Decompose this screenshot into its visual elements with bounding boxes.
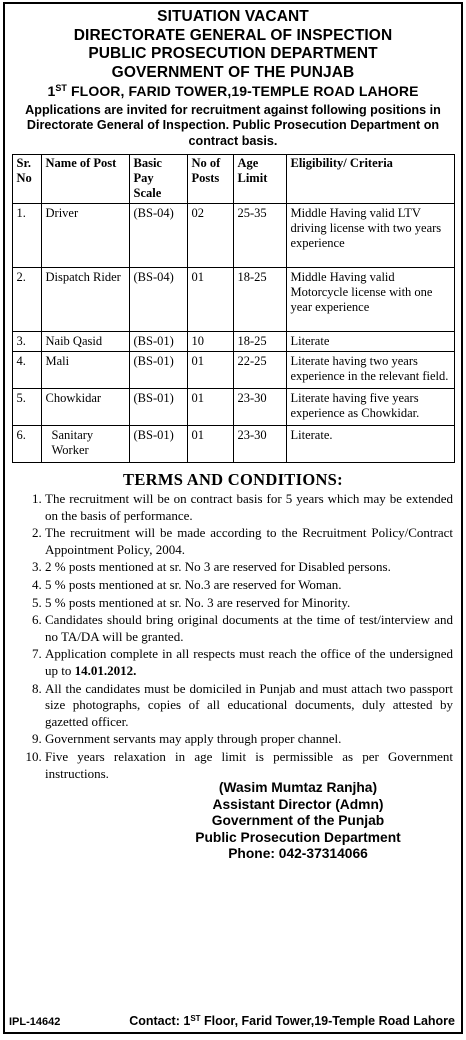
cell-sr: 2.: [12, 268, 41, 332]
contact-line: [9, 1014, 455, 1028]
table-header-row: [12, 155, 454, 204]
address-rest: FLOOR, FARID TOWER,19-TEMPLE ROAD LAHORE: [67, 83, 419, 99]
cell-posts: 01: [187, 352, 233, 389]
table-row: [12, 352, 454, 389]
col-header-sr: Sr. No: [12, 155, 41, 204]
cell-age: 18-25: [233, 268, 286, 332]
cell-post: Dispatch Rider: [41, 268, 129, 332]
cell-bps: (BS-04): [129, 268, 187, 332]
cell-criteria: Middle Having valid Motorcycle license with one year experience: [286, 268, 454, 332]
positions-table: [12, 154, 455, 463]
signatory-title: Assistant Director (Admn): [212, 796, 384, 812]
header-government: GOVERNMENT OF THE PUNJAB: [111, 63, 355, 81]
table-row: [12, 389, 454, 426]
cell-age: 23-30: [233, 389, 286, 426]
header-department: PUBLIC PROSECUTION DEPARTMENT: [88, 45, 378, 62]
cell-sr: 1.: [12, 204, 41, 268]
cell-sr: 6.: [12, 426, 41, 463]
col-header-posts: No of Posts: [187, 155, 233, 204]
term-item: 9. Government servants may apply through proper channel.: [45, 731, 453, 748]
header: [11, 8, 455, 101]
cell-posts: 02: [187, 204, 233, 268]
cell-posts: 01: [187, 389, 233, 426]
table-row: [12, 204, 454, 268]
cell-bps: (BS-04): [129, 204, 187, 268]
intro-text: Applications are invited for recruitment against following positions in Directorate General of Inspection. Public Prosecution Department on contract basis.: [25, 102, 441, 148]
footer: [9, 1014, 455, 1028]
cell-age: 23-30: [233, 426, 286, 463]
contact-rest: Floor, Farid Tower,19-Temple Road Lahore: [200, 1014, 455, 1028]
cell-criteria: Literate.: [286, 426, 454, 463]
cell-bps: (BS-01): [129, 352, 187, 389]
header-situation-vacant: SITUATION VACANT: [157, 8, 309, 25]
cell-criteria: Literate having two years experience in the relevant field.: [286, 352, 454, 389]
contact-prefix: Contact: 1: [129, 1014, 191, 1028]
cell-age: 25-35: [233, 204, 286, 268]
cell-post: Driver: [41, 204, 129, 268]
deadline-date: 14.01.2012.: [74, 662, 137, 678]
cell-bps: (BS-01): [129, 426, 187, 463]
contact-superscript: ST: [190, 1014, 201, 1023]
signatory-government: Government of the Punjab: [211, 813, 385, 829]
term-item: 4. 5 % posts mentioned at sr. No.3 are reserved for Woman.: [45, 577, 453, 594]
address-superscript: ST: [55, 83, 68, 93]
cell-posts: 01: [187, 268, 233, 332]
cell-age: 18-25: [233, 332, 286, 352]
table-row: [12, 426, 454, 463]
col-header-age: Age Limit: [233, 155, 286, 204]
cell-age: 22-25: [233, 352, 286, 389]
term-item: 1. The recruitment will be on contract basis for 5 years which may be extended on the basis of performance.: [45, 491, 453, 524]
header-address: [11, 82, 455, 101]
signatory-department: Public Prosecution Department: [195, 829, 401, 845]
cell-criteria: Literate: [286, 332, 454, 352]
term-text: Application complete in all respects must reach the office of the undersigned up to: [45, 646, 453, 678]
advertisement-page: [3, 2, 463, 1034]
signatory-phone: Phone: 042-37314066: [228, 846, 368, 862]
table-row: [12, 332, 454, 352]
cell-bps: (BS-01): [129, 332, 187, 352]
col-header-post: Name of Post: [41, 155, 129, 204]
signature-block: [141, 780, 455, 863]
terms-title: TERMS AND CONDITIONS:: [123, 470, 343, 489]
term-item: 6. Candidates should bring original documents at the time of test/interview and no TA/DA will be granted.: [45, 612, 453, 645]
signatory-name: (Wasim Mumtaz Ranjha): [218, 780, 378, 796]
term-item: 2. The recruitment will be made according to the Recruitment Policy/Contract Appointment Policy, 2004.: [45, 525, 453, 558]
header-directorate: DIRECTORATE GENERAL OF INSPECTION: [73, 26, 393, 44]
reference-number: IPL-14642: [9, 1016, 61, 1028]
cell-posts: 10: [187, 332, 233, 352]
cell-criteria: Middle Having valid LTV driving license with two years experience: [286, 204, 454, 268]
terms-list: [11, 491, 455, 782]
col-header-criteria: Eligibility/ Criteria: [286, 155, 454, 204]
term-item: 10. Five years relaxation in age limit is permissible as per Government instructions.: [45, 749, 453, 782]
term-item: [45, 646, 453, 679]
cell-post: Sanitary Worker: [41, 426, 129, 463]
cell-bps: (BS-01): [129, 389, 187, 426]
cell-post: Chowkidar: [41, 389, 129, 426]
address-prefix: 1: [47, 83, 56, 99]
cell-criteria: Literate having five years experience as Chowkidar.: [286, 389, 454, 426]
cell-posts: 01: [187, 426, 233, 463]
cell-post: Naib Qasid: [41, 332, 129, 352]
cell-sr: 4.: [12, 352, 41, 389]
col-header-bps: Basic Pay Scale: [129, 155, 187, 204]
cell-post: Mali: [41, 352, 129, 389]
cell-sr: 5.: [12, 389, 41, 426]
cell-sr: 3.: [12, 332, 41, 352]
term-item: 5. 5 % posts mentioned at sr. No. 3 are reserved for Minority.: [45, 595, 453, 612]
term-item: 3. 2 % posts mentioned at sr. No 3 are reserved for Disabled persons.: [45, 559, 453, 576]
term-item: 8. All the candidates must be domiciled in Punjab and must attach two passport size photographs, copies of all educational documents, duly attested by gazetted officer.: [45, 681, 453, 731]
table-row: [12, 268, 454, 332]
